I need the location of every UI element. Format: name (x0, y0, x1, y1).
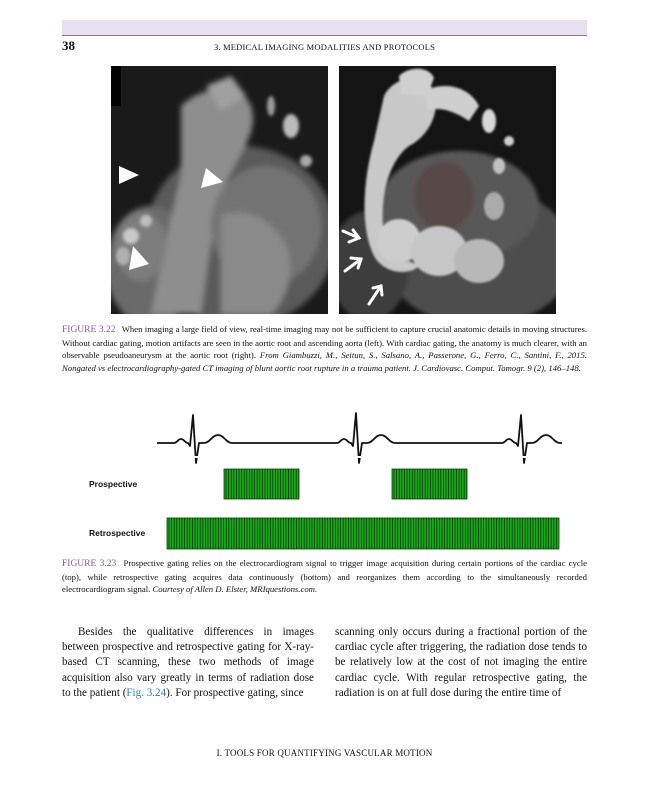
page-number: 38 (62, 38, 75, 53)
header-rule (62, 35, 587, 36)
body-right-text: scanning only occurs during a fractional portion of the cardiac cycle after triggering, the radiation dose tends to be relatively low at the cost of not imaging the entire cardiac cycle. With regular retrospective gating, the radiation is on at full dose during the entire time of (335, 626, 587, 699)
figure-3-22-caption (62, 323, 587, 374)
ct-image-nongated (111, 66, 328, 314)
figure-3-23-text: Prospective gating relies on the electrocardiogram signal to trigger image acquisition during certain portions of the cardiac cycle (top), while retrospective gating acquires data continuously (bottom) and reorganizes them according to the simultaneously recorded electrocardiogram signal. (62, 558, 587, 595)
header-band (62, 20, 587, 35)
ecg-trace (157, 413, 562, 463)
fig-3-24-link[interactable]: Fig. 3.24 (126, 686, 167, 699)
figure-3-22-label: FIGURE 3.22 (62, 325, 116, 335)
figure-3-23-gating-diagram (62, 405, 587, 555)
body-column-left (62, 625, 314, 701)
page-footer: I. TOOLS FOR QUANTIFYING VASCULAR MOTION (216, 748, 433, 758)
running-title: 3. MEDICAL IMAGING MODALITIES AND PROTOCOLS (213, 42, 436, 52)
body-column-right (335, 625, 587, 701)
prospective-label: Prospective (89, 479, 138, 489)
figure-3-22-text: When imaging a large field of view, real-time imaging may not be sufficient to capture crucial anatomic details in moving structures. Without cardiac gating, motion artifacts are seen in the aortic root and ascending aorta (left). With cardiac gating, the anatomy is much clearer, with an observable pseudoaneurysm at the aortic root (right). (62, 324, 587, 361)
body-left-text: Besides the qualitative differences in images between prospective and retrospective gating for X-ray-based CT scanning, these two methods of image acquisition also vary greatly in terms of radiation dose to the patient ( (62, 626, 314, 699)
body-left-text-end: ). For prospective gating, since (166, 686, 304, 699)
figure-3-23-label: FIGURE 3.23 (62, 559, 117, 569)
ct-image-gated (339, 66, 556, 314)
figure-3-23-reference: Courtesy of Allen D. Elster, MRIquestions.com. (152, 584, 318, 595)
figure-3-22-reference: From Giambuzzi, M., Seitun, S., Salsano, A., Passerone, G., Ferro, C., Santini, F., 2015. Nongated vs electrocardiography-gated CT imaging of blunt aortic root rupture in a trauma patient. J. Cardiovasc. Comput. Tomogr. 9 (2), 146–148. (62, 350, 587, 373)
figure-3-23-caption (62, 557, 587, 596)
retrospective-label: Retrospective (89, 528, 146, 538)
